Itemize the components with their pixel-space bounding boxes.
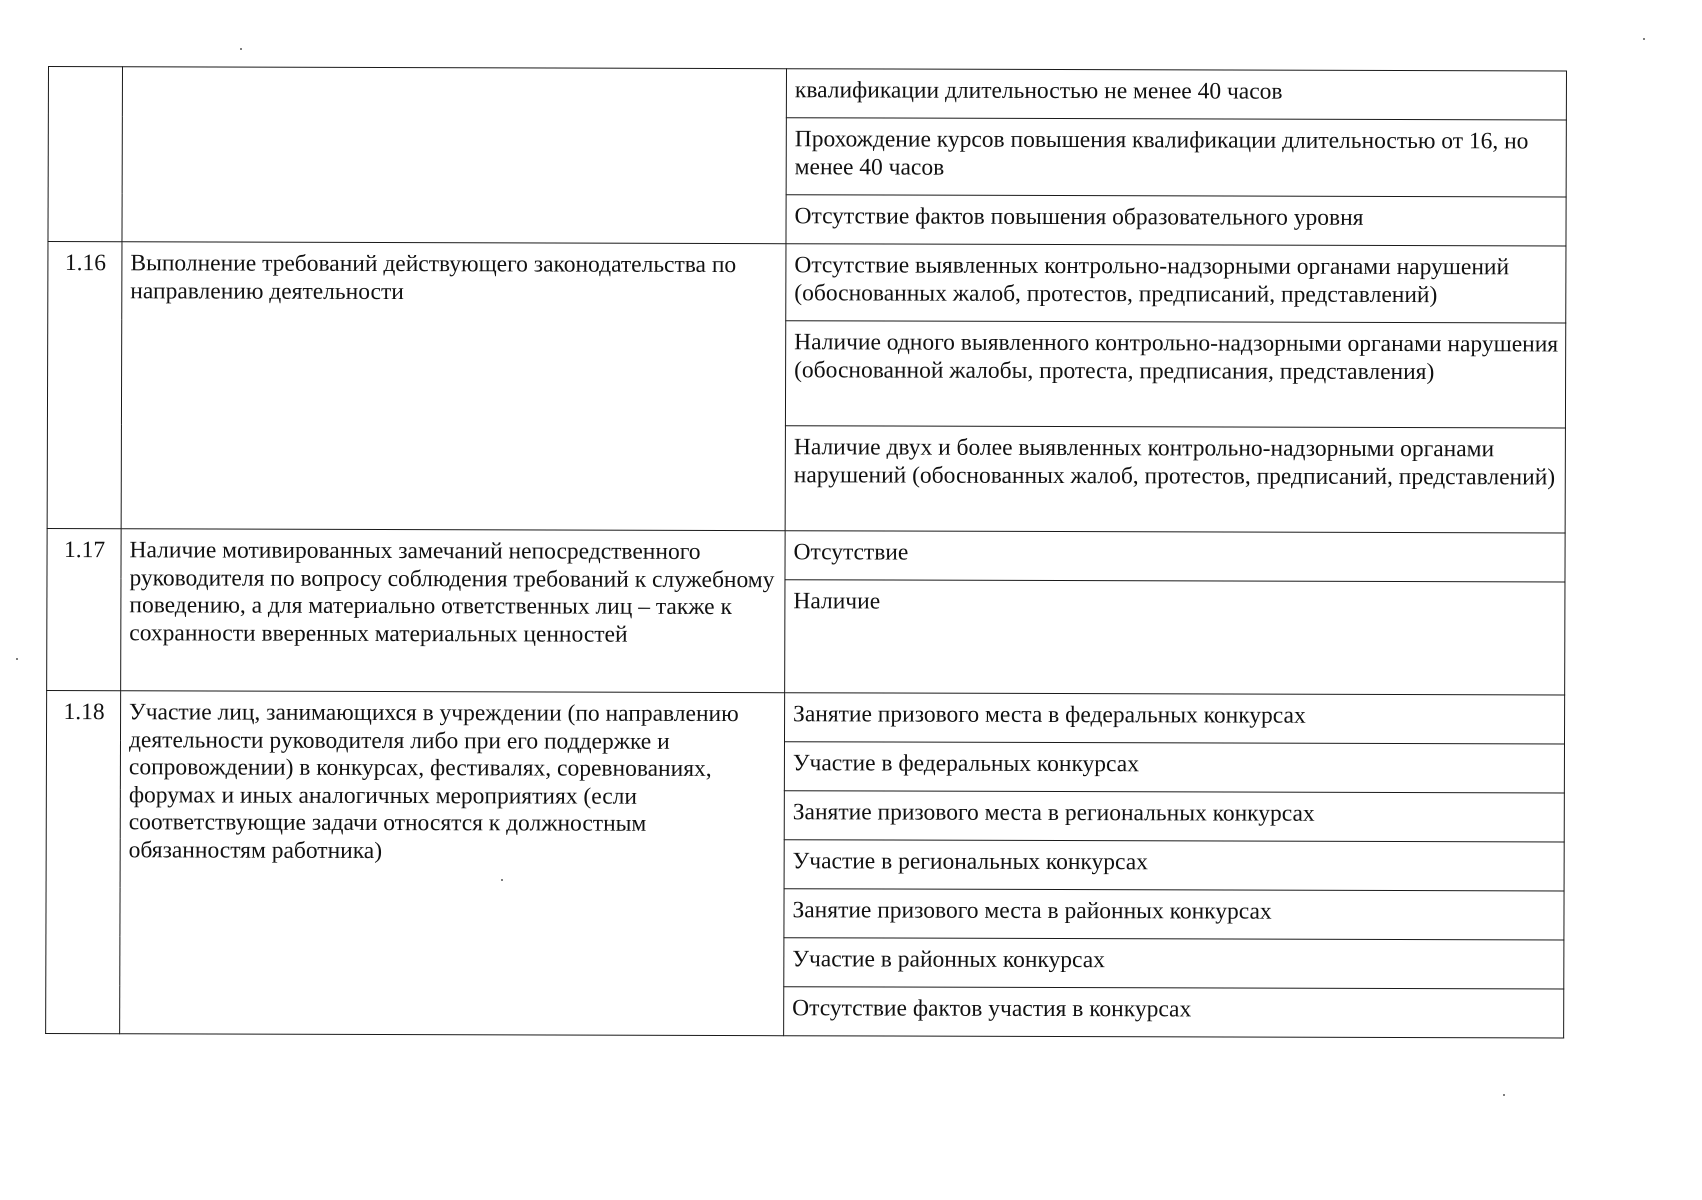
criterion-cell: Занятие призового места в региональных конкурсах bbox=[784, 791, 1564, 842]
table-row bbox=[48, 242, 1566, 324]
criterion-cell: Наличие bbox=[785, 580, 1565, 695]
indicator-name: Наличие мотивированных замечаний непосредственного руководителя по вопросу соблюдения требований к служебному поведению, а для материально ответственных лиц – также к сохранности вверенных материальных ценностей bbox=[121, 529, 785, 693]
criterion-cell: Отсутствие фактов участия в конкурсах bbox=[784, 987, 1564, 1038]
table-row bbox=[48, 67, 1566, 121]
criterion-cell: Участие в региональных конкурсах bbox=[784, 840, 1564, 891]
scan-speck bbox=[1503, 1094, 1505, 1096]
row-number: 1.17 bbox=[47, 528, 121, 690]
row-number: 1.16 bbox=[47, 242, 122, 529]
criterion-cell: Отсутствие фактов повышения образовательного уровня bbox=[786, 195, 1566, 246]
row-number: 1.18 bbox=[46, 690, 121, 1033]
indicator-name: Участие лиц, занимающихся в учреждении (по направлению деятельности руководителя либо при его поддержке и сопровождении) в конкурсах, фестивалях, соревнованиях, форумах и иных аналогичных мероприятиях (если соответствующие задачи относятся к должностным обязанностям работника) bbox=[120, 691, 785, 1036]
criterion-cell: Наличие одного выявленного контрольно-надзорными органами нарушения (обоснованной жалобы, протеста, предписания, представления) bbox=[785, 321, 1565, 428]
criterion-cell: Прохождение курсов повышения квалификации длительностью от 16, но менее 40 часов bbox=[786, 118, 1566, 197]
criterion-cell: Отсутствие выявленных контрольно-надзорными органами нарушений (обоснованных жалоб, протестов, предписаний, представлений) bbox=[786, 244, 1566, 323]
indicator-name bbox=[122, 67, 787, 244]
criterion-cell: Наличие двух и более выявленных контрольно-надзорными органами нарушений (обоснованных жалоб, протестов, предписаний, представлений) bbox=[785, 426, 1565, 533]
table-row bbox=[47, 690, 1565, 744]
indicator-name: Выполнение требований действующего законодательства по направлению деятельности bbox=[121, 242, 786, 531]
scan-speck bbox=[501, 879, 503, 881]
table-row bbox=[47, 528, 1565, 582]
scan-speck bbox=[1643, 38, 1645, 40]
criterion-cell: Участие в федеральных конкурсах bbox=[784, 742, 1564, 793]
criterion-cell: квалификации длительностью не менее 40 часов bbox=[786, 69, 1566, 120]
criterion-cell: Отсутствие bbox=[785, 531, 1565, 582]
criteria-table bbox=[45, 66, 1567, 1039]
scan-speck bbox=[16, 658, 18, 660]
row-number bbox=[48, 67, 123, 242]
criterion-cell: Занятие призового места в районных конкурсах bbox=[784, 889, 1564, 940]
scan-speck bbox=[240, 48, 242, 50]
criterion-cell: Участие в районных конкурсах bbox=[784, 938, 1564, 989]
criterion-cell: Занятие призового места в федеральных конкурсах bbox=[784, 693, 1564, 744]
